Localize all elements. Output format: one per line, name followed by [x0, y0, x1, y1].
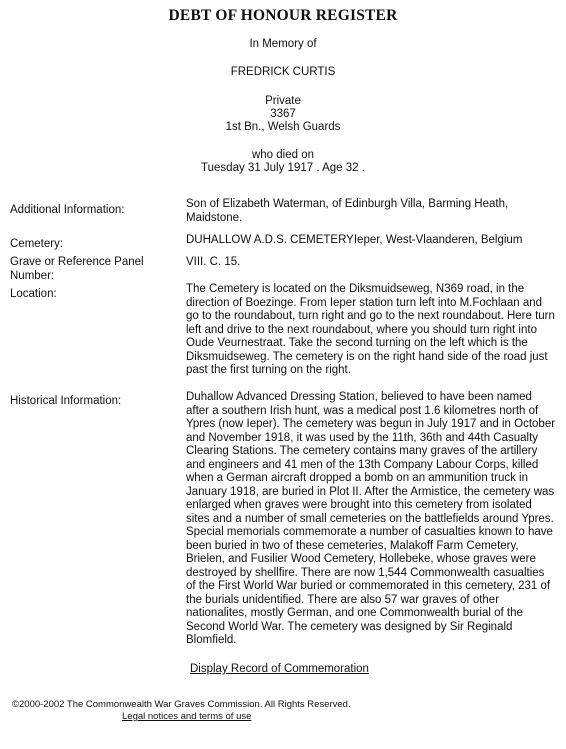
died-date: Tuesday 31 July 1917 . Age 32 .: [201, 162, 365, 174]
additional-info-label: Additional Information:: [10, 204, 125, 216]
in-memory-text: In Memory of: [249, 38, 317, 50]
unit-name: 1st Bn., Welsh Guards: [225, 121, 341, 133]
casualty-name: FREDRICK CURTIS: [230, 66, 336, 78]
display-record-link[interactable]: Display Record of Commemoration: [190, 663, 369, 675]
service-number: 3367: [270, 108, 296, 120]
additional-info-value: Son of Elizabeth Waterman, of Edinburgh Villa, Barming Heath, Maidstone.: [186, 198, 509, 224]
cemetery-label: Cemetery:: [10, 238, 64, 250]
casualty-rank: Private: [265, 95, 301, 107]
location-label: Location:: [10, 288, 57, 300]
died-label: who died on: [251, 149, 315, 161]
historical-info-value: Duhallow Advanced Dressing Station, believed to have been named after a southern Irish hunt, was a medical post 1.6 kilometres north of Ypres (now Ieper). The cemetery was begun in July 1917 and in October and November 1918, it was used by the 11th, 36th and 44th Casualty Clearing Stations. The cemetery contains many graves of the artillery and engineers and 41 men of the 13th Company Labour Corps, killed when a German aircraft dropped a bomb on an ammunition truck in January 1918, are buried in Plot II. After the Armistice, the cemetery was enlarged when graves were brought into this cemetery from isolated sites and a number of small cemeteries on the battlefields around Ypres. Special memorials commemorate a number of casualties known to have been buried in two of these cemeteries, Malakoff Farm Cemetery, Brielen, and Fusilier Wood Cemetery, Hollebeke, whose graves were destroyed by shellfire. There are now 1,544 Commonwealth casualties of the First World War buried or commemorated in this cemetery, 231 of the burials unidentified. There are also 57 war graves of other nationalites, mostly German, and one Commonwealth burial of the Second World War. The cemetery was designed by Sir Reginald Blomfield.: [186, 391, 556, 646]
cemetery-value: DUHALLOW A.D.S. CEMETERYIeper, West-Vlaanderen, Belgium: [186, 234, 523, 246]
page-title: DEBT OF HONOUR REGISTER: [168, 7, 398, 24]
copyright-text: ©2000-2002 The Commonwealth War Graves Commission. All Rights Reserved.: [12, 699, 351, 710]
legal-notices-link[interactable]: Legal notices and terms of use: [122, 711, 252, 722]
historical-info-label: Historical Information:: [10, 395, 122, 407]
grave-label: Grave or Reference Panel Number:: [10, 256, 144, 282]
grave-value: VIII. C. 15.: [186, 256, 241, 268]
location-value: The Cemetery is located on the Diksmuidseweg, N369 road, in the direction of Boezinge. From Ieper station turn left into M.Fochlaan and go to the roundabout, turn right and go to the next roundabout. Here turn left and drive to the next roundabout, where you should turn right into Oude Veurnestraat. Take the second turning on the left which is the Diksmuidseweg. The cemetery is on the right hand side of the road just past the first turning on the right.: [186, 283, 555, 376]
